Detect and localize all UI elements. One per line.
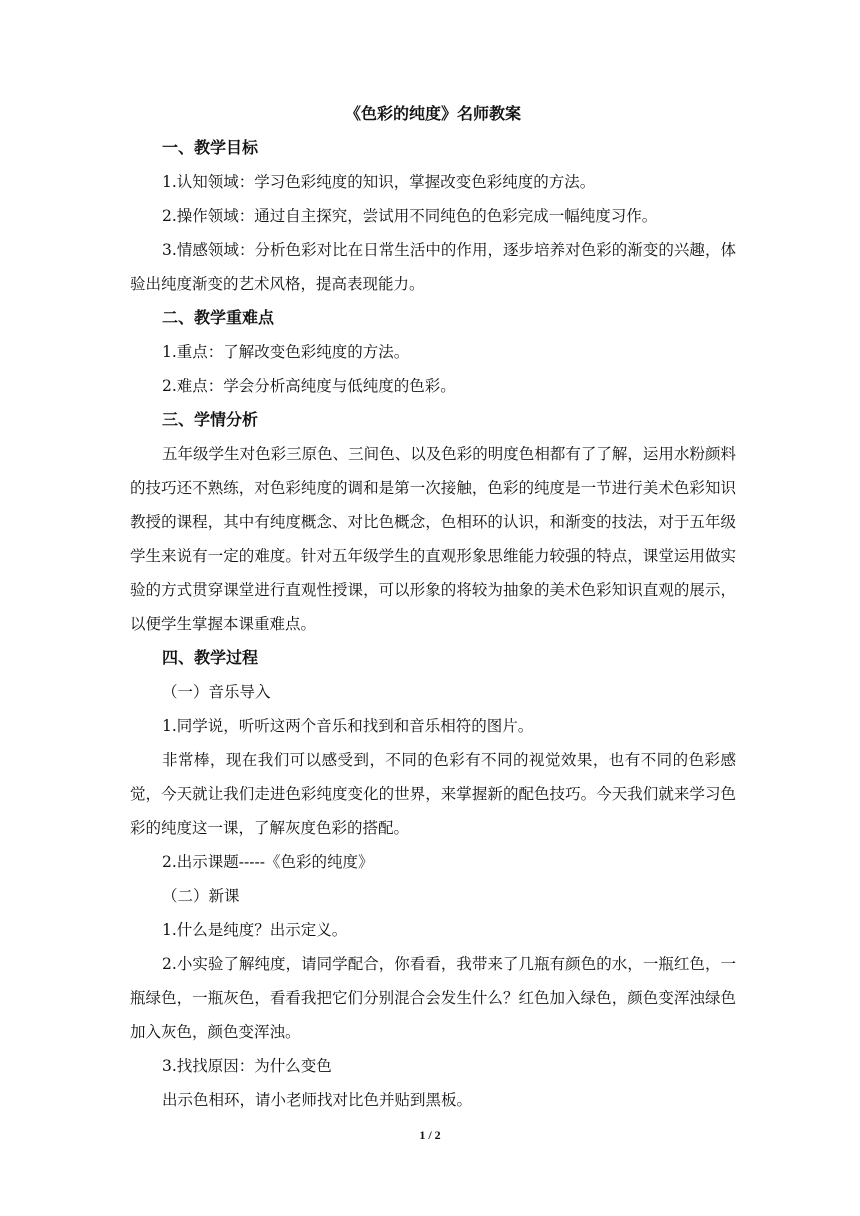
paragraph: 1.什么是纯度？出示定义。 [162, 921, 348, 939]
paragraph: 出示色相环，请小老师找对比色并贴到黑板。 [162, 1091, 473, 1109]
paragraph: 1.同学说，听听这两个音乐和找到和音乐相符的图片。 [162, 717, 534, 735]
paragraph: 3.情感领域：分析色彩对比在日常生活中的作用，逐步培养对色彩的渐变的兴趣，体验出纯度渐变的艺术风格，提高表现能力。 [130, 241, 736, 293]
paragraph: 五年级学生对色彩三原色、三间色、以及色彩的明度色相都有了了解，运用水粉颜料的技巧还不熟练，对色彩纯度的调和是第一次接触，色彩的纯度是一节进行美术色彩知识教授的课程，其中有纯度概念、对比色概念，色相环的认识，和渐变的技法，对于五年级学生来说有一定的难度。针对五年级学生的直观形象思维能力较强的特点，课堂运用做实验的方式贯穿课堂进行直观性授课，可以形象的将较为抽象的美术色彩知识直观的展示，以便学生掌握本课重难点。 [130, 445, 736, 633]
subsection-label: （二）新课 [162, 887, 240, 905]
paragraph: 1.认知领域：学习色彩纯度的知识，掌握改变色彩纯度的方法。 [162, 173, 596, 191]
document-body [130, 97, 736, 1117]
section-heading-student-analysis: 三、学情分析 [162, 410, 259, 429]
paragraph: 2.难点：学会分析高纯度与低纯度的色彩。 [162, 377, 456, 395]
section-heading-objectives: 一、教学目标 [162, 138, 259, 157]
paragraph: 非常棒，现在我们可以感受到，不同的色彩有不同的视觉效果，也有不同的色彩感觉，今天就让我们走进色彩纯度变化的世界，来掌握新的配色技巧。今天我们就来学习色彩的纯度这一课，了解灰度色彩的搭配。 [130, 751, 736, 837]
page-number: 1 / 2 [419, 1128, 441, 1142]
section-heading-teaching-process: 四、教学过程 [162, 648, 259, 667]
subsection-label: （一）音乐导入 [162, 683, 271, 701]
paragraph: 2.出示课题-----《色彩的纯度》 [162, 853, 374, 871]
paragraph: 2.操作领域：通过自主探究，尝试用不同纯色的色彩完成一幅纯度习作。 [162, 207, 658, 225]
document-title: 《色彩的纯度》名师教案 [344, 104, 521, 123]
section-heading-key-points: 二、教学重难点 [162, 308, 275, 327]
paragraph: 1.重点：了解改变色彩纯度的方法。 [162, 343, 410, 361]
paragraph: 2.小实验了解纯度，请同学配合，你看看，我带来了几瓶有颜色的水，一瓶红色，一瓶绿色，一瓶灰色，看看我把它们分别混合会发生什么？红色加入绿色，颜色变浑浊绿色加入灰色，颜色变浑浊。 [130, 955, 736, 1041]
paragraph: 3.找找原因：为什么变色 [162, 1057, 332, 1075]
